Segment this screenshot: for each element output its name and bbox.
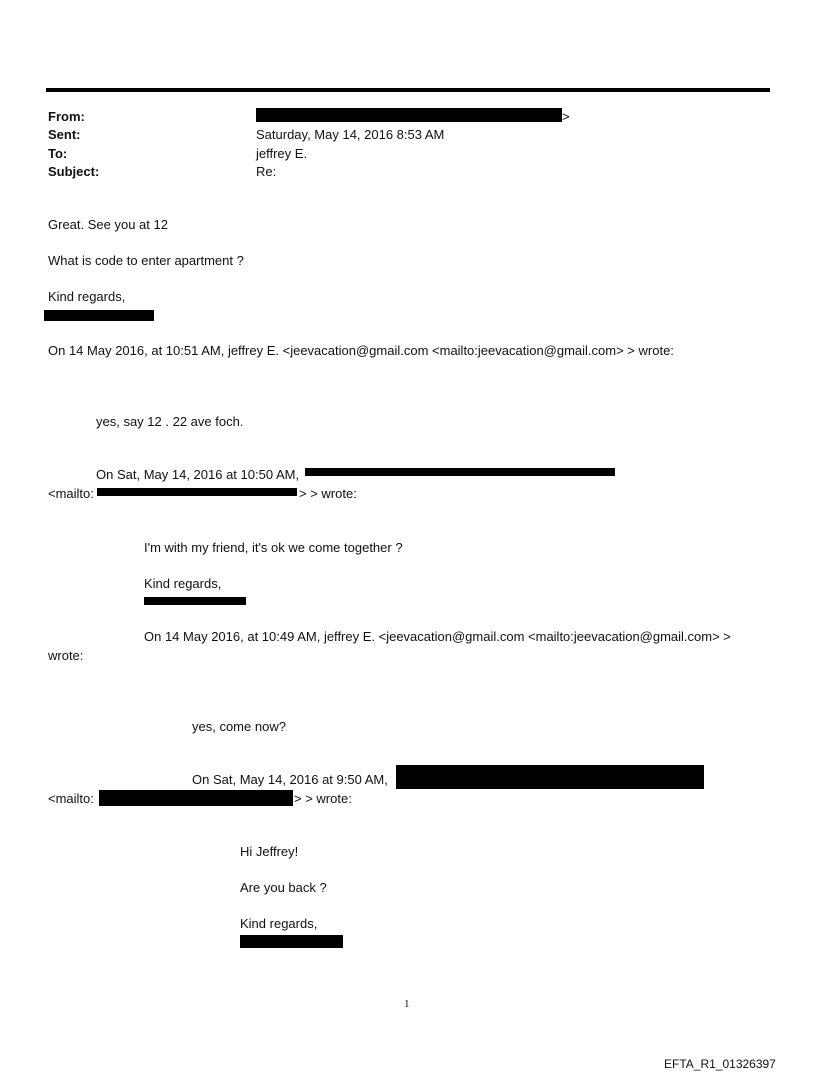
quote3-body: yes, come now? (192, 719, 286, 734)
quote4-mailto-redaction (99, 790, 293, 806)
quote1-body: yes, say 12 . 22 ave foch. (96, 414, 244, 429)
from-redaction (256, 108, 562, 122)
quote4-header-a: On Sat, May 14, 2016 at 9:50 AM, (192, 772, 388, 787)
sent-value: Saturday, May 14, 2016 8:53 AM (256, 127, 445, 142)
quote2-header-a: On Sat, May 14, 2016 at 10:50 AM, (96, 467, 300, 482)
quote1-header: On 14 May 2016, at 10:51 AM, jeffrey E. <jeevacation@gmail.com <mailto:jeevacation@gmail.com> > wrote: (48, 343, 674, 358)
quote4-sender-redaction (396, 765, 704, 789)
signature-redaction-1 (44, 310, 154, 321)
from-label: From: (48, 109, 85, 124)
quote2-header-b-suffix: > > wrote: (299, 486, 357, 501)
quote4-header-b-prefix: <mailto: (48, 791, 94, 806)
header-rule (46, 88, 770, 92)
sent-label: Sent: (48, 127, 81, 142)
quote3-header-a: On 14 May 2016, at 10:49 AM, jeffrey E. <jeevacation@gmail.com <mailto:jeevacation@gmail.com> > (144, 629, 731, 644)
regards-1: Kind regards, (48, 289, 126, 304)
to-value: jeffrey E. (256, 146, 308, 161)
quote3-header-b: wrote: (48, 648, 84, 663)
regards-3: Kind regards, (240, 916, 318, 931)
quote4-line-1: Hi Jeffrey! (240, 844, 299, 859)
signature-redaction-3 (240, 935, 343, 948)
quote4-header-b-suffix: > > wrote: (294, 791, 352, 806)
body-line-1: Great. See you at 12 (48, 217, 168, 232)
document-id: EFTA_R1_01326397 (664, 1057, 776, 1071)
signature-redaction-2 (144, 597, 246, 605)
quote2-sender-redaction (305, 468, 615, 476)
subject-value: Re: (256, 164, 277, 179)
to-label: To: (48, 146, 68, 161)
subject-label: Subject: (48, 164, 100, 179)
body-line-2: What is code to enter apartment ? (48, 253, 244, 268)
quote2-body: I'm with my friend, it's ok we come together ? (144, 540, 403, 555)
quote2-header-b-prefix: <mailto: (48, 486, 94, 501)
regards-2: Kind regards, (144, 576, 222, 591)
quote4-line-2: Are you back ? (240, 880, 327, 895)
quote2-mailto-redaction (97, 488, 297, 496)
page-number: 1 (404, 998, 410, 1010)
from-tail: > (562, 109, 570, 124)
